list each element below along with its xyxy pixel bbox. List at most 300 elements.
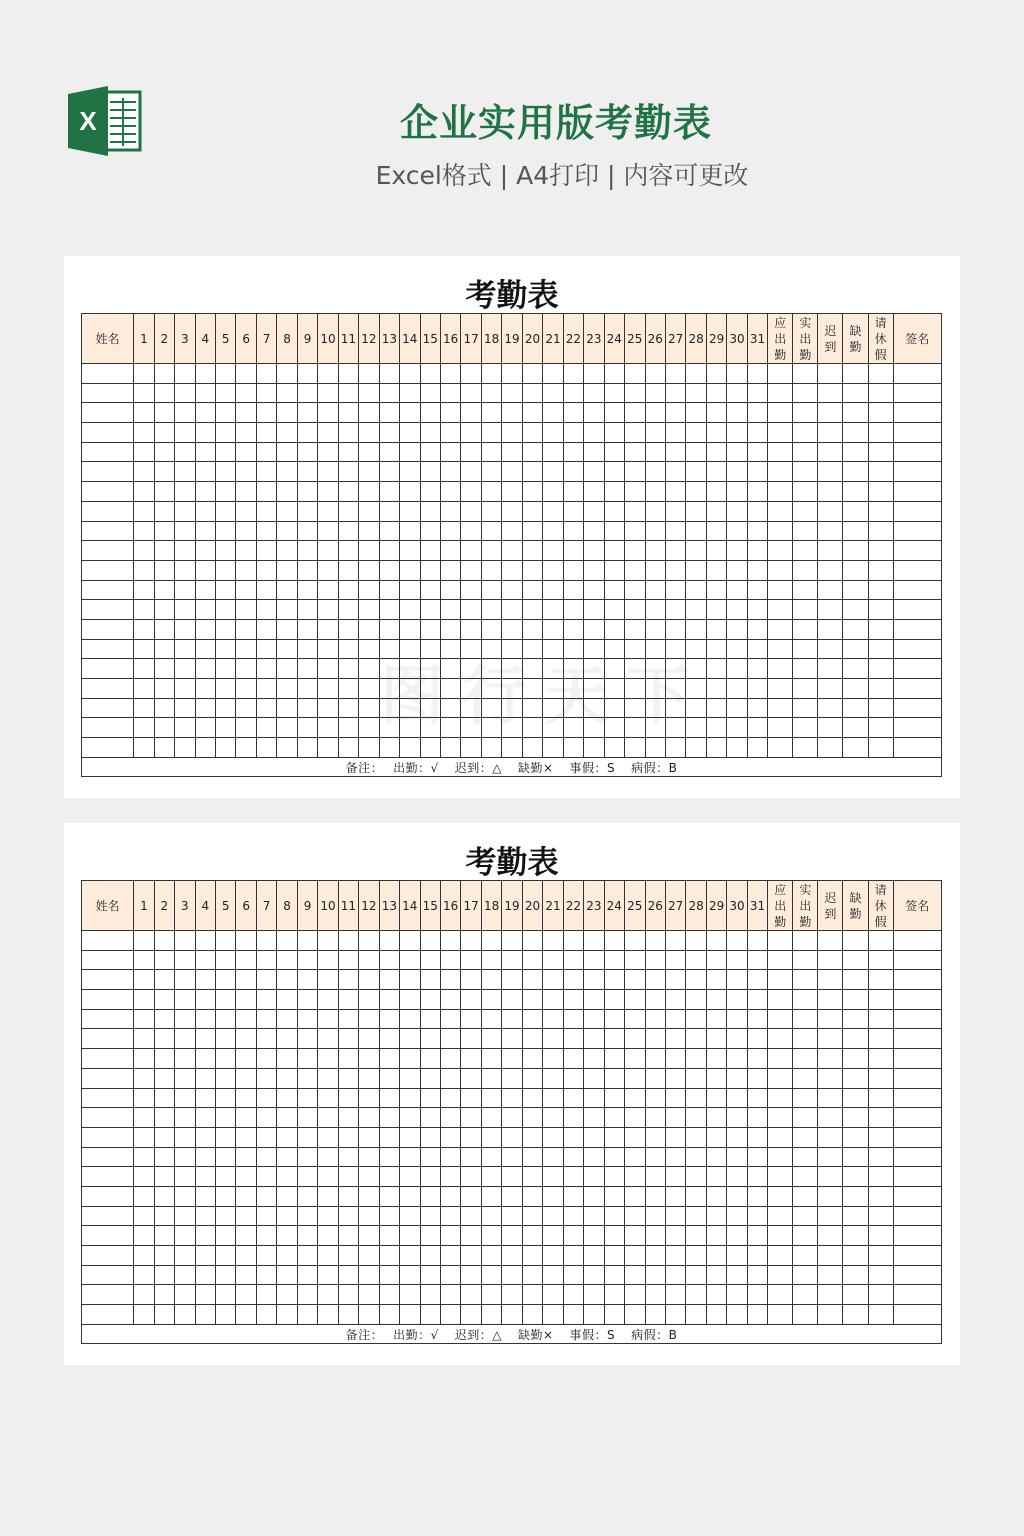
table-cell[interactable] — [175, 1049, 195, 1069]
table-cell[interactable] — [400, 560, 420, 580]
table-cell[interactable] — [625, 1167, 645, 1187]
table-cell[interactable] — [793, 990, 818, 1010]
table-cell[interactable] — [134, 580, 154, 600]
table-cell[interactable] — [868, 718, 893, 738]
table-cell[interactable] — [604, 639, 624, 659]
table-cell[interactable] — [793, 1049, 818, 1069]
table-cell[interactable] — [727, 383, 747, 403]
table-cell[interactable] — [893, 1127, 941, 1147]
table-cell[interactable] — [706, 950, 726, 970]
table-cell[interactable] — [543, 1265, 563, 1285]
table-cell[interactable] — [461, 364, 481, 384]
table-cell[interactable] — [522, 1049, 542, 1069]
table-cell[interactable] — [82, 1029, 134, 1049]
table-cell[interactable] — [893, 560, 941, 580]
table-cell[interactable] — [359, 1147, 379, 1167]
table-cell[interactable] — [522, 619, 542, 639]
table-cell[interactable] — [175, 541, 195, 561]
table-cell[interactable] — [256, 580, 276, 600]
table-cell[interactable] — [297, 1167, 317, 1187]
table-cell[interactable] — [256, 950, 276, 970]
table-cell[interactable] — [82, 698, 134, 718]
table-cell[interactable] — [318, 619, 338, 639]
table-cell[interactable] — [175, 1186, 195, 1206]
table-cell[interactable] — [297, 383, 317, 403]
table-cell[interactable] — [481, 501, 501, 521]
table-cell[interactable] — [665, 1127, 685, 1147]
table-cell[interactable] — [236, 619, 256, 639]
table-cell[interactable] — [297, 698, 317, 718]
table-cell[interactable] — [727, 950, 747, 970]
table-cell[interactable] — [727, 1127, 747, 1147]
table-cell[interactable] — [543, 679, 563, 699]
table-cell[interactable] — [297, 600, 317, 620]
table-cell[interactable] — [793, 738, 818, 758]
table-cell[interactable] — [236, 1088, 256, 1108]
table-cell[interactable] — [522, 403, 542, 423]
table-cell[interactable] — [256, 541, 276, 561]
table-cell[interactable] — [584, 1029, 604, 1049]
table-cell[interactable] — [868, 1108, 893, 1128]
table-cell[interactable] — [584, 990, 604, 1010]
table-cell[interactable] — [522, 1186, 542, 1206]
table-cell[interactable] — [379, 501, 399, 521]
table-cell[interactable] — [134, 1206, 154, 1226]
table-cell[interactable] — [768, 1285, 793, 1305]
table-cell[interactable] — [625, 541, 645, 561]
table-cell[interactable] — [82, 1206, 134, 1226]
table-cell[interactable] — [706, 1127, 726, 1147]
table-cell[interactable] — [277, 639, 297, 659]
table-cell[interactable] — [277, 462, 297, 482]
table-cell[interactable] — [440, 659, 460, 679]
table-cell[interactable] — [359, 383, 379, 403]
table-cell[interactable] — [481, 541, 501, 561]
table-cell[interactable] — [584, 1049, 604, 1069]
table-cell[interactable] — [818, 1246, 843, 1266]
table-cell[interactable] — [134, 462, 154, 482]
table-cell[interactable] — [236, 990, 256, 1010]
table-cell[interactable] — [768, 1049, 793, 1069]
table-cell[interactable] — [440, 482, 460, 502]
table-cell[interactable] — [645, 501, 665, 521]
table-cell[interactable] — [818, 482, 843, 502]
table-cell[interactable] — [256, 501, 276, 521]
table-cell[interactable] — [522, 1206, 542, 1226]
table-cell[interactable] — [818, 442, 843, 462]
table-cell[interactable] — [893, 990, 941, 1010]
table-cell[interactable] — [215, 521, 235, 541]
table-cell[interactable] — [195, 364, 215, 384]
table-cell[interactable] — [481, 521, 501, 541]
table-cell[interactable] — [584, 1226, 604, 1246]
table-cell[interactable] — [277, 600, 297, 620]
table-cell[interactable] — [522, 1265, 542, 1285]
table-cell[interactable] — [686, 1009, 706, 1029]
table-cell[interactable] — [563, 1068, 583, 1088]
table-cell[interactable] — [686, 931, 706, 951]
table-cell[interactable] — [706, 1088, 726, 1108]
table-cell[interactable] — [195, 403, 215, 423]
table-cell[interactable] — [706, 501, 726, 521]
table-cell[interactable] — [154, 442, 174, 462]
table-cell[interactable] — [604, 442, 624, 462]
table-cell[interactable] — [277, 1029, 297, 1049]
table-cell[interactable] — [747, 1009, 767, 1029]
table-cell[interactable] — [768, 462, 793, 482]
table-cell[interactable] — [400, 1088, 420, 1108]
table-cell[interactable] — [818, 698, 843, 718]
table-cell[interactable] — [359, 521, 379, 541]
table-cell[interactable] — [665, 718, 685, 738]
table-cell[interactable] — [868, 1068, 893, 1088]
table-cell[interactable] — [706, 383, 726, 403]
table-cell[interactable] — [706, 541, 726, 561]
table-cell[interactable] — [297, 560, 317, 580]
table-cell[interactable] — [868, 560, 893, 580]
table-cell[interactable] — [236, 521, 256, 541]
table-cell[interactable] — [665, 970, 685, 990]
table-cell[interactable] — [563, 950, 583, 970]
table-cell[interactable] — [868, 639, 893, 659]
table-cell[interactable] — [481, 403, 501, 423]
table-cell[interactable] — [400, 639, 420, 659]
table-cell[interactable] — [195, 1049, 215, 1069]
table-cell[interactable] — [502, 718, 522, 738]
table-cell[interactable] — [768, 383, 793, 403]
table-cell[interactable] — [215, 970, 235, 990]
table-cell[interactable] — [645, 970, 665, 990]
table-cell[interactable] — [645, 482, 665, 502]
table-cell[interactable] — [154, 931, 174, 951]
table-cell[interactable] — [359, 738, 379, 758]
table-cell[interactable] — [893, 1305, 941, 1325]
table-cell[interactable] — [175, 521, 195, 541]
table-cell[interactable] — [154, 990, 174, 1010]
table-cell[interactable] — [522, 1167, 542, 1187]
table-cell[interactable] — [793, 1009, 818, 1029]
table-cell[interactable] — [175, 423, 195, 443]
table-cell[interactable] — [665, 950, 685, 970]
table-cell[interactable] — [584, 970, 604, 990]
table-cell[interactable] — [420, 679, 440, 699]
table-cell[interactable] — [625, 560, 645, 580]
table-cell[interactable] — [359, 403, 379, 423]
table-cell[interactable] — [543, 738, 563, 758]
table-cell[interactable] — [379, 1265, 399, 1285]
table-cell[interactable] — [379, 931, 399, 951]
table-cell[interactable] — [420, 1206, 440, 1226]
table-cell[interactable] — [297, 1049, 317, 1069]
table-cell[interactable] — [768, 1147, 793, 1167]
table-cell[interactable] — [481, 1147, 501, 1167]
table-cell[interactable] — [420, 1285, 440, 1305]
table-cell[interactable] — [747, 580, 767, 600]
table-cell[interactable] — [297, 1127, 317, 1147]
table-cell[interactable] — [297, 679, 317, 699]
table-cell[interactable] — [318, 1049, 338, 1069]
table-cell[interactable] — [768, 482, 793, 502]
table-cell[interactable] — [440, 541, 460, 561]
table-cell[interactable] — [665, 1246, 685, 1266]
table-cell[interactable] — [502, 659, 522, 679]
table-cell[interactable] — [481, 718, 501, 738]
table-cell[interactable] — [818, 738, 843, 758]
table-cell[interactable] — [686, 462, 706, 482]
table-cell[interactable] — [793, 600, 818, 620]
table-cell[interactable] — [768, 1186, 793, 1206]
table-cell[interactable] — [543, 1088, 563, 1108]
table-cell[interactable] — [440, 1029, 460, 1049]
table-cell[interactable] — [793, 521, 818, 541]
table-cell[interactable] — [318, 1246, 338, 1266]
table-cell[interactable] — [727, 521, 747, 541]
table-cell[interactable] — [747, 364, 767, 384]
table-cell[interactable] — [843, 659, 868, 679]
table-cell[interactable] — [893, 600, 941, 620]
table-cell[interactable] — [440, 1127, 460, 1147]
table-cell[interactable] — [768, 600, 793, 620]
table-cell[interactable] — [563, 383, 583, 403]
table-cell[interactable] — [625, 1127, 645, 1147]
table-cell[interactable] — [338, 1167, 358, 1187]
table-cell[interactable] — [747, 1186, 767, 1206]
table-cell[interactable] — [134, 1246, 154, 1266]
table-cell[interactable] — [543, 1127, 563, 1147]
table-cell[interactable] — [420, 639, 440, 659]
table-cell[interactable] — [215, 364, 235, 384]
table-cell[interactable] — [154, 1009, 174, 1029]
table-cell[interactable] — [134, 970, 154, 990]
table-cell[interactable] — [818, 1127, 843, 1147]
table-cell[interactable] — [625, 1226, 645, 1246]
table-cell[interactable] — [236, 1049, 256, 1069]
table-cell[interactable] — [400, 1068, 420, 1088]
table-cell[interactable] — [868, 1265, 893, 1285]
table-cell[interactable] — [686, 1088, 706, 1108]
table-cell[interactable] — [481, 970, 501, 990]
table-cell[interactable] — [747, 990, 767, 1010]
table-cell[interactable] — [727, 600, 747, 620]
table-cell[interactable] — [134, 482, 154, 502]
table-cell[interactable] — [82, 738, 134, 758]
table-cell[interactable] — [318, 1147, 338, 1167]
table-cell[interactable] — [461, 1068, 481, 1088]
table-cell[interactable] — [625, 600, 645, 620]
table-cell[interactable] — [461, 619, 481, 639]
table-cell[interactable] — [175, 403, 195, 423]
table-cell[interactable] — [843, 1305, 868, 1325]
table-cell[interactable] — [277, 698, 297, 718]
table-cell[interactable] — [818, 1206, 843, 1226]
table-cell[interactable] — [359, 462, 379, 482]
table-cell[interactable] — [563, 521, 583, 541]
table-cell[interactable] — [359, 1049, 379, 1069]
table-cell[interactable] — [665, 639, 685, 659]
table-cell[interactable] — [727, 1049, 747, 1069]
table-cell[interactable] — [277, 1088, 297, 1108]
table-cell[interactable] — [461, 1127, 481, 1147]
table-cell[interactable] — [338, 950, 358, 970]
table-cell[interactable] — [502, 1226, 522, 1246]
table-cell[interactable] — [768, 698, 793, 718]
table-cell[interactable] — [604, 482, 624, 502]
table-cell[interactable] — [843, 364, 868, 384]
table-cell[interactable] — [893, 679, 941, 699]
table-cell[interactable] — [154, 482, 174, 502]
table-cell[interactable] — [318, 1068, 338, 1088]
table-cell[interactable] — [645, 1068, 665, 1088]
table-cell[interactable] — [82, 1088, 134, 1108]
table-cell[interactable] — [338, 1265, 358, 1285]
table-cell[interactable] — [768, 619, 793, 639]
table-cell[interactable] — [236, 1305, 256, 1325]
table-cell[interactable] — [461, 1246, 481, 1266]
table-cell[interactable] — [481, 931, 501, 951]
table-cell[interactable] — [665, 403, 685, 423]
table-cell[interactable] — [175, 1009, 195, 1029]
table-cell[interactable] — [818, 462, 843, 482]
table-cell[interactable] — [236, 462, 256, 482]
table-cell[interactable] — [818, 1265, 843, 1285]
table-cell[interactable] — [481, 1246, 501, 1266]
table-cell[interactable] — [400, 442, 420, 462]
table-cell[interactable] — [256, 482, 276, 502]
table-cell[interactable] — [195, 990, 215, 1010]
table-cell[interactable] — [727, 1186, 747, 1206]
table-cell[interactable] — [359, 698, 379, 718]
table-cell[interactable] — [843, 1049, 868, 1069]
table-cell[interactable] — [686, 1226, 706, 1246]
table-cell[interactable] — [843, 1088, 868, 1108]
table-cell[interactable] — [236, 1127, 256, 1147]
table-cell[interactable] — [645, 639, 665, 659]
table-cell[interactable] — [768, 1068, 793, 1088]
table-cell[interactable] — [461, 1186, 481, 1206]
table-cell[interactable] — [195, 950, 215, 970]
table-cell[interactable] — [645, 383, 665, 403]
table-cell[interactable] — [400, 679, 420, 699]
table-cell[interactable] — [154, 679, 174, 699]
table-cell[interactable] — [604, 1068, 624, 1088]
table-cell[interactable] — [338, 1049, 358, 1069]
table-cell[interactable] — [134, 659, 154, 679]
table-cell[interactable] — [625, 1088, 645, 1108]
table-cell[interactable] — [727, 1226, 747, 1246]
table-cell[interactable] — [893, 1167, 941, 1187]
table-cell[interactable] — [215, 931, 235, 951]
table-cell[interactable] — [297, 1029, 317, 1049]
table-cell[interactable] — [215, 383, 235, 403]
table-cell[interactable] — [893, 521, 941, 541]
table-cell[interactable] — [379, 403, 399, 423]
table-cell[interactable] — [82, 1186, 134, 1206]
table-cell[interactable] — [195, 679, 215, 699]
table-cell[interactable] — [318, 462, 338, 482]
table-cell[interactable] — [440, 1147, 460, 1167]
table-cell[interactable] — [893, 1186, 941, 1206]
table-cell[interactable] — [727, 1167, 747, 1187]
table-cell[interactable] — [277, 1068, 297, 1088]
table-cell[interactable] — [502, 442, 522, 462]
table-cell[interactable] — [543, 619, 563, 639]
table-cell[interactable] — [706, 364, 726, 384]
table-cell[interactable] — [747, 403, 767, 423]
table-cell[interactable] — [359, 423, 379, 443]
table-cell[interactable] — [563, 1285, 583, 1305]
table-cell[interactable] — [481, 482, 501, 502]
table-cell[interactable] — [400, 423, 420, 443]
table-cell[interactable] — [868, 364, 893, 384]
table-cell[interactable] — [420, 1186, 440, 1206]
table-cell[interactable] — [543, 1068, 563, 1088]
table-cell[interactable] — [706, 462, 726, 482]
table-cell[interactable] — [818, 1167, 843, 1187]
table-cell[interactable] — [868, 1186, 893, 1206]
table-cell[interactable] — [768, 1305, 793, 1325]
table-cell[interactable] — [400, 1049, 420, 1069]
table-cell[interactable] — [440, 679, 460, 699]
table-cell[interactable] — [379, 659, 399, 679]
table-cell[interactable] — [522, 950, 542, 970]
table-cell[interactable] — [502, 1246, 522, 1266]
table-cell[interactable] — [338, 541, 358, 561]
table-cell[interactable] — [82, 1246, 134, 1266]
table-cell[interactable] — [645, 1186, 665, 1206]
table-cell[interactable] — [893, 1206, 941, 1226]
table-cell[interactable] — [625, 442, 645, 462]
table-cell[interactable] — [277, 1049, 297, 1069]
table-cell[interactable] — [400, 698, 420, 718]
table-cell[interactable] — [318, 383, 338, 403]
table-cell[interactable] — [868, 482, 893, 502]
table-cell[interactable] — [134, 1186, 154, 1206]
table-cell[interactable] — [563, 738, 583, 758]
table-cell[interactable] — [236, 639, 256, 659]
table-cell[interactable] — [379, 364, 399, 384]
table-cell[interactable] — [768, 403, 793, 423]
table-cell[interactable] — [893, 501, 941, 521]
table-cell[interactable] — [154, 501, 174, 521]
table-cell[interactable] — [625, 1029, 645, 1049]
table-cell[interactable] — [400, 1186, 420, 1206]
table-cell[interactable] — [563, 1167, 583, 1187]
table-cell[interactable] — [481, 1029, 501, 1049]
table-cell[interactable] — [175, 442, 195, 462]
table-cell[interactable] — [793, 1206, 818, 1226]
table-cell[interactable] — [154, 1029, 174, 1049]
table-cell[interactable] — [747, 501, 767, 521]
table-cell[interactable] — [359, 1246, 379, 1266]
table-cell[interactable] — [868, 501, 893, 521]
table-cell[interactable] — [481, 1068, 501, 1088]
table-cell[interactable] — [563, 423, 583, 443]
table-cell[interactable] — [440, 1186, 460, 1206]
table-cell[interactable] — [543, 950, 563, 970]
table-cell[interactable] — [793, 501, 818, 521]
table-cell[interactable] — [843, 1246, 868, 1266]
table-cell[interactable] — [563, 698, 583, 718]
table-cell[interactable] — [236, 950, 256, 970]
table-cell[interactable] — [82, 1147, 134, 1167]
table-cell[interactable] — [359, 950, 379, 970]
table-cell[interactable] — [793, 1246, 818, 1266]
table-cell[interactable] — [318, 1167, 338, 1187]
table-cell[interactable] — [338, 1226, 358, 1246]
table-cell[interactable] — [843, 1108, 868, 1128]
table-cell[interactable] — [318, 1265, 338, 1285]
table-cell[interactable] — [522, 659, 542, 679]
